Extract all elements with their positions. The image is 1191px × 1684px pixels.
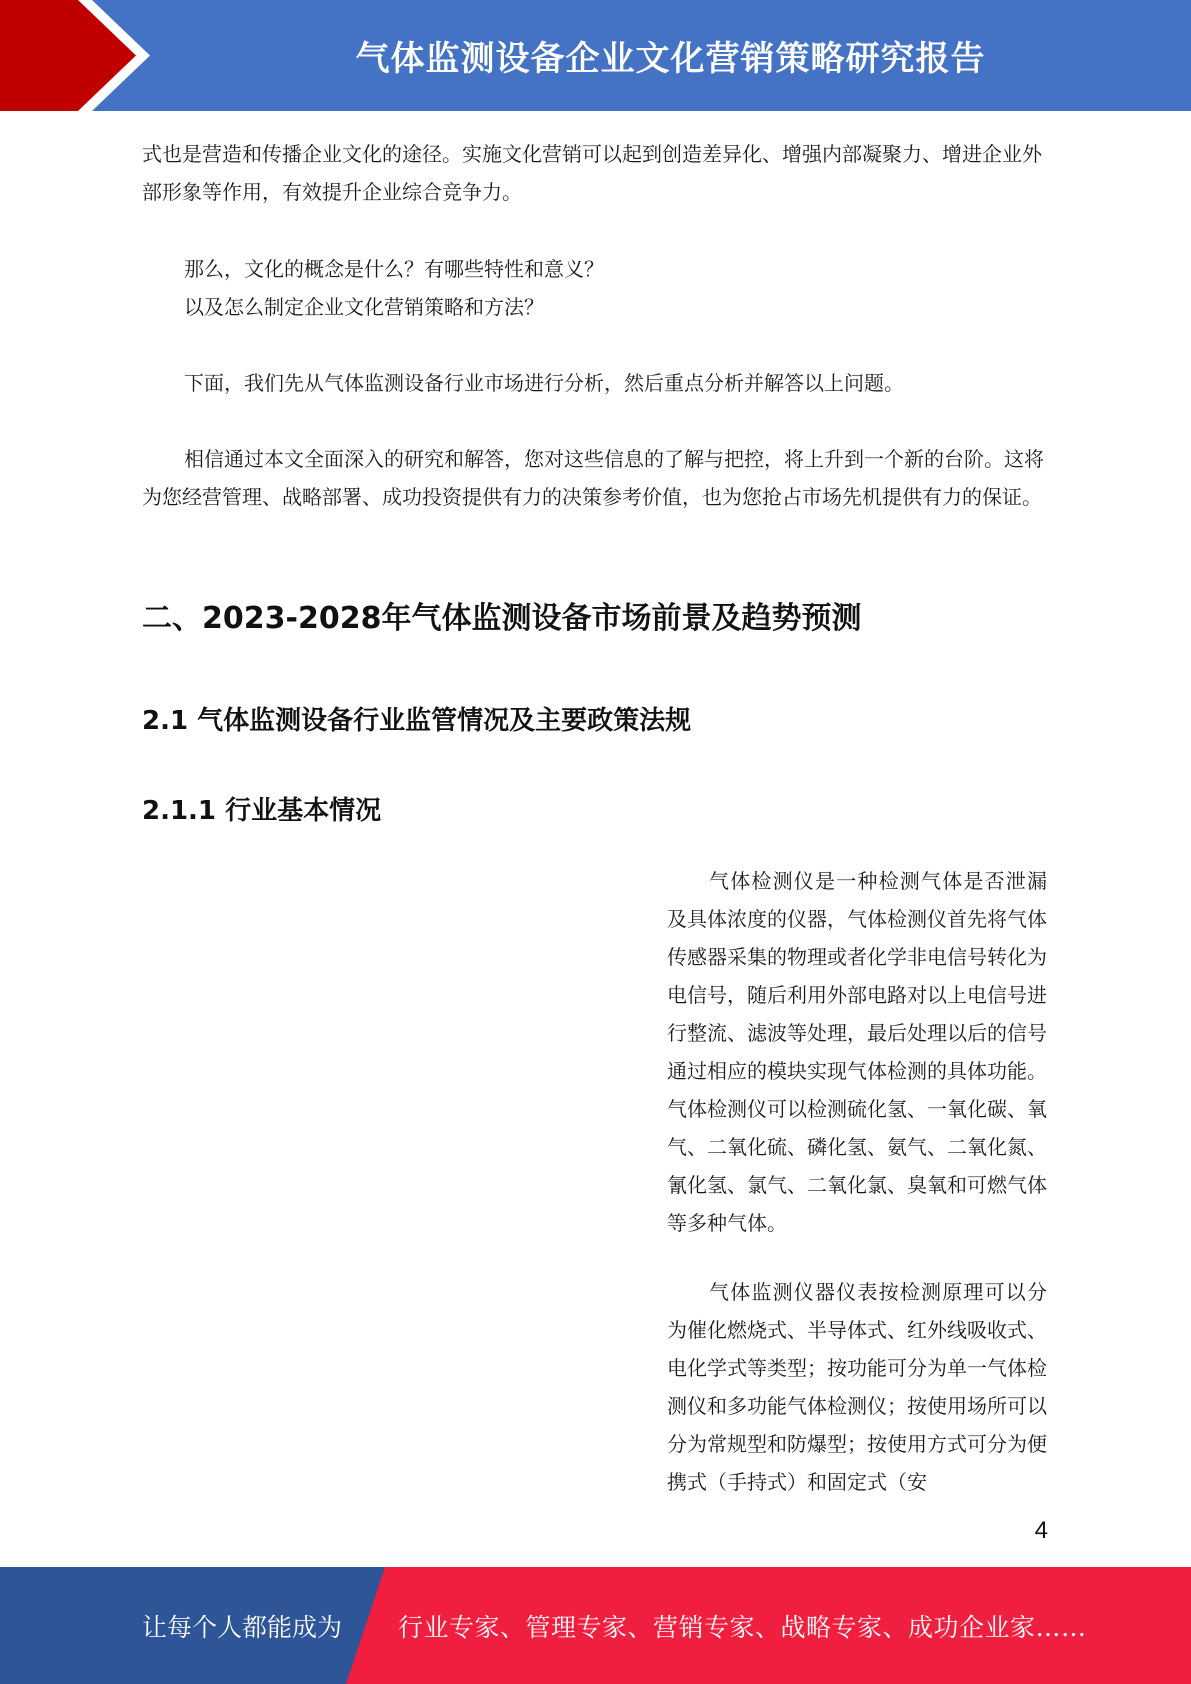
subsection-heading: 2.1 气体监测设备行业监管情况及主要政策法规 (142, 706, 692, 736)
footer-slogan-left: 让每个人都能成为 (142, 1612, 343, 1642)
intro-paragraph-1: 式也是营造和传播企业文化的途径。实施文化营销可以起到创造差异化、增强内部凝聚力、增进企业外部形象等作用，有效提升企业综合竞争力。 (142, 142, 1042, 204)
intro-paragraph-3: 相信通过本文全面深入的研究和解答，您对这些信息的了解与把控，将上升到一个新的台阶。这将为您经营管理、战略部署、成功投资提供有力的决策参考价值，也为您抢占市场先机提供有力的保证。 (142, 447, 1044, 509)
subsubsection-heading: 2.1.1 行业基本情况 (142, 796, 382, 826)
report-title: 气体监测设备企业文化营销策略研究报告 (355, 39, 986, 79)
intro-question-2: 以及怎么制定企业文化营销策略和方法？ (184, 295, 544, 319)
column-paragraph-2: 气体监测仪器仪表按检测原理可以分为催化燃烧式、半导体式、红外线吸收式、电化学式等类型；按功能可分为单一气体检测仪和多功能气体检测仪；按使用场所可以分为常规型和防爆型；按使用方式可分为便携式（手持式）和固定式（安 (667, 1280, 1047, 1494)
intro-paragraph-2: 下面，我们先从气体监测设备行业市场进行分析，然后重点分析并解答以上问题。 (184, 371, 904, 395)
section-heading: 二、2023-2028年气体监测设备市场前景及趋势预测 (142, 601, 862, 636)
intro-question-1: 那么，文化的概念是什么？有哪些特性和意义？ (184, 257, 604, 281)
header-arrow-decoration (0, 0, 160, 111)
page-footer (0, 1567, 1191, 1684)
page-header (0, 0, 1191, 111)
footer-slogan-right: 行业专家、管理专家、营销专家、战略专家、成功企业家…… (398, 1612, 1087, 1642)
column-paragraph-1: 气体检测仪是一种检测气体是否泄漏及具体浓度的仪器，气体检测仪首先将气体传感器采集的物理或者化学非电信号转化为电信号，随后利用外部电路对以上电信号进行整流、滤波等处理，最后处理以后的信号通过相应的模块实现气体检测的具体功能。气体检测仪可以检测硫化氢、一氧化碳、氧气、二氧化硫、磷化氢、氨气、二氧化氮、氰化氢、氯气、二氧化氯、臭氧和可燃气体等多种气体。 (667, 869, 1047, 1235)
page-number: 4 (1034, 1517, 1048, 1544)
